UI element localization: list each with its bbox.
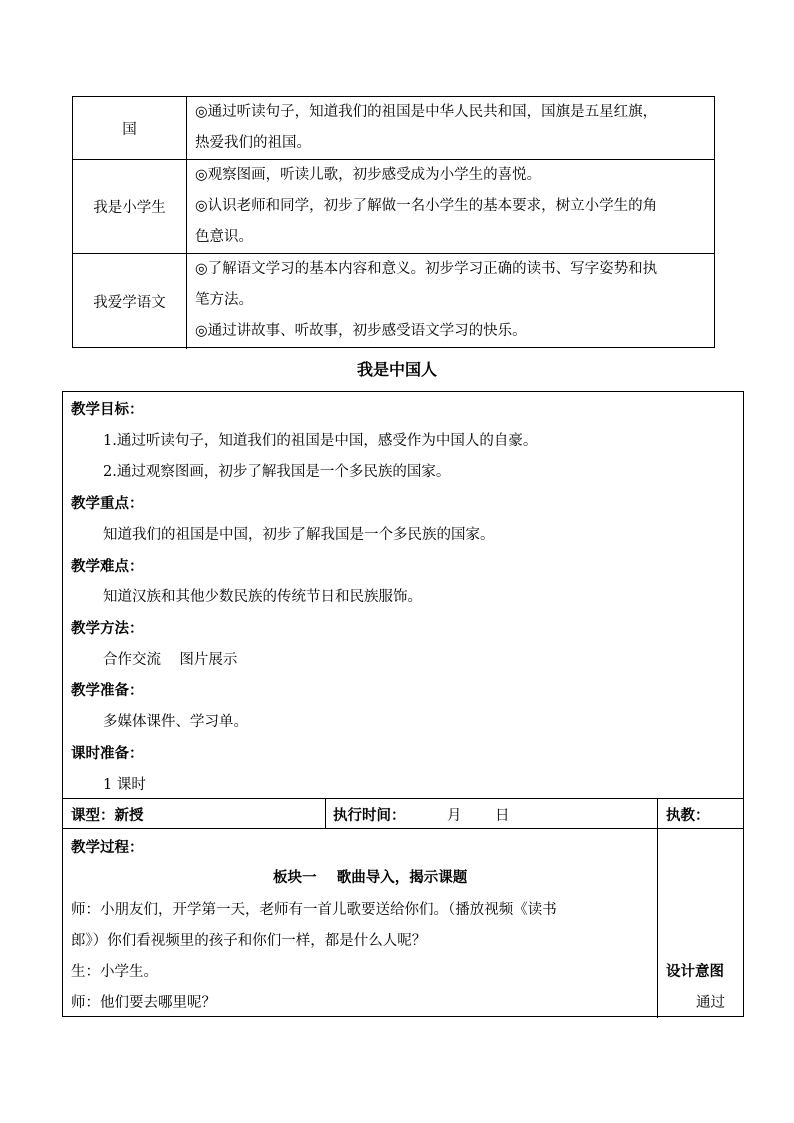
lesson-title: 我是中国人	[356, 360, 437, 379]
lesson-plan-box	[62, 391, 744, 1017]
table-row	[73, 254, 714, 349]
objectives-table	[72, 96, 715, 348]
objective-line: ◎通过讲故事、听故事，初步感受语文学习的快乐。	[195, 323, 527, 339]
day-label: 日	[495, 808, 510, 824]
hours-label: 课时准备：	[71, 745, 144, 762]
unit-cell: 我是小学生	[73, 160, 187, 253]
objective-line: ◎通过听读句子，知道我们的祖国是中华人民共和国，国旗是五星红旗，	[195, 104, 658, 120]
difficulty-label: 教学难点：	[71, 558, 144, 575]
dialogue-line: 师：小朋友们，开学第一天，老师有一首儿歌要送给你们。（播放视频《读书	[71, 902, 557, 918]
lesson-type: 课型：新授	[71, 807, 144, 824]
goal-item: 2.通过观察图画，初步了解我国是一个多民族的国家。	[103, 464, 451, 480]
teacher-label: 执教：	[666, 807, 710, 824]
key-label: 教学重点：	[71, 495, 144, 512]
table-row	[73, 97, 714, 160]
unit-cell: 国	[73, 97, 187, 159]
objective-line: ◎了解语文学习的基本内容和意义。初步学习正确的读书、写字姿势和执	[195, 261, 658, 277]
prep-label: 教学准备：	[71, 682, 144, 699]
month-label: 月	[447, 808, 462, 824]
method-text: 合作交流 图片展示	[103, 652, 238, 668]
objective-cell	[195, 254, 708, 349]
objective-cell	[195, 160, 708, 253]
dialogue-line: 郎》）你们看视频里的孩子和你们一样，都是什么人呢？	[71, 933, 427, 949]
objective-line: ◎观察图画，听读儿歌，初步感受成为小学生的喜悦。	[195, 167, 542, 183]
objective-line: 笔方法。	[195, 292, 253, 308]
dialogue-line: 生：小学生。	[71, 964, 158, 980]
design-intent-label: 设计意图	[666, 963, 724, 980]
objective-cell	[195, 97, 708, 159]
section-heading: 板块一 歌曲导入，揭示课题	[273, 869, 468, 886]
unit-cell: 我爱学语文	[73, 254, 187, 349]
process-label: 教学过程：	[71, 839, 144, 856]
objective-line: 热爱我们的祖国。	[195, 135, 311, 151]
divider	[63, 798, 743, 799]
table-row	[73, 160, 714, 254]
key-text: 知道我们的祖国是中国，初步了解我国是一个多民族的国家。	[103, 527, 495, 543]
divider	[325, 798, 326, 828]
objective-line: ◎认识老师和同学，初步了解做一名小学生的基本要求，树立小学生的角	[195, 198, 658, 214]
time-label: 执行时间：	[333, 807, 406, 824]
divider	[63, 828, 743, 829]
objective-line: 色意识。	[195, 229, 253, 245]
prep-text: 多媒体课件、学习单。	[103, 714, 248, 730]
goal-label: 教学目标：	[71, 401, 144, 418]
dialogue-line: 师：他们要去哪里呢？	[71, 995, 216, 1011]
method-label: 教学方法：	[71, 620, 144, 637]
difficulty-text: 知道汉族和其他少数民族的传统节日和民族服饰。	[103, 589, 422, 605]
goal-item: 1.通过听读句子，知道我们的祖国是中国，感受作为中国人的自豪。	[103, 433, 538, 449]
divider	[657, 798, 658, 1018]
hours-text: 1 课时	[103, 777, 146, 793]
design-intent-text: 通过	[696, 995, 725, 1011]
